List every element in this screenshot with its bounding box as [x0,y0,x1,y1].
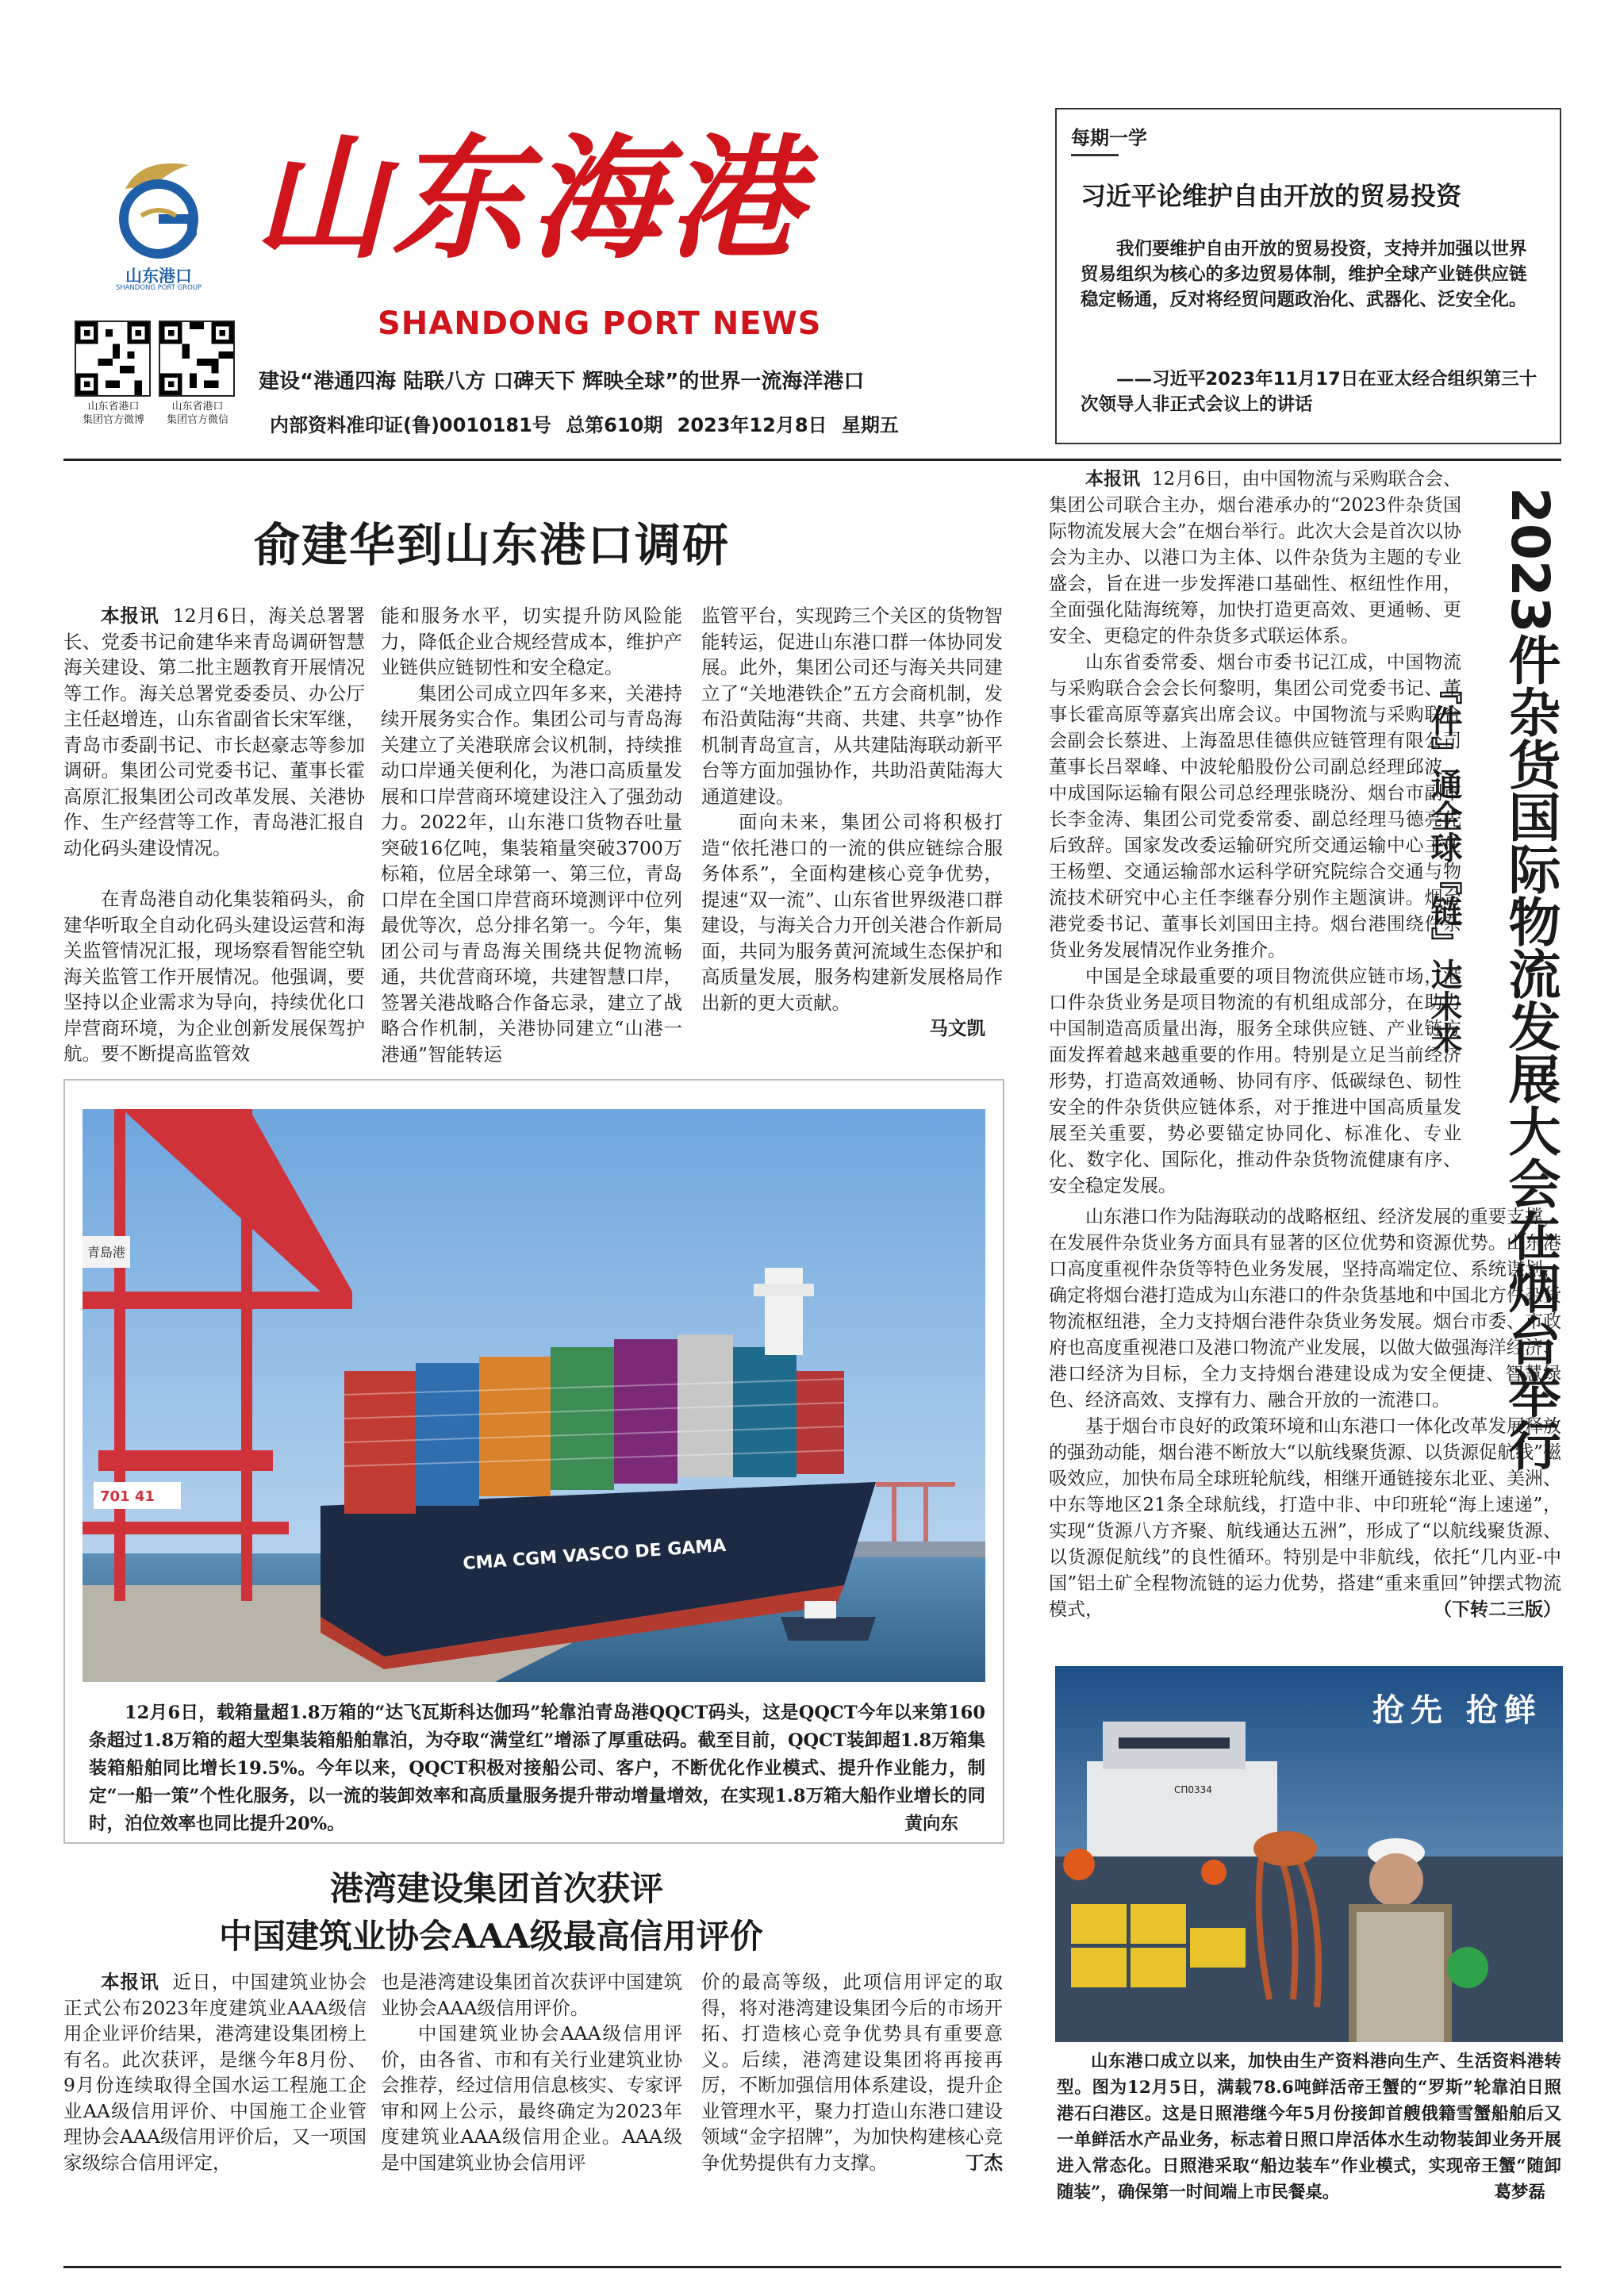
article2-paragraph: 山东港口作为陆海联动的战略枢纽、经济发展的重要支撑，在发展件杂货业务方面具有显著的区位优势和资源优势。山东港口高度重视件杂货等特色业务发展，坚持高端定位、系统谋划，确定将烟台港打造成为山东港口的件杂货基地和中国北方件杂货物流枢纽港，全力支持烟台港件杂货业务发展。烟台市委、市政府也高度重视港口及港口物流产业发展，以做大做强海洋经济、港口经济为目标，全力支持烟台港建设成为安全便捷、智慧绿色、经济高效、支撑有力、融合开放的一流港口。 [1049,1207,1561,1411]
shandong-port-logo [109,157,208,292]
article2-paragraph: 基于烟台市良好的政策环境和山东港口一体化改革发展释放的强劲动能，烟台港不断放大“以航线聚货源、以货源促航线”磁吸效应，加快布局全球班轮航线，相继开通链接东北亚、美洲、中东等地区21条全球航线，打造中非、中印班轮“海上速递”，实现“货源八方齐聚、航线通达五洲”，形成了“以航线聚货源、以货源促航线”的良性循环。特别是中非航线，依托“几内亚-中国”铝土矿全程物流链的运力优势，搭建“重来重回”钟摆式物流模式， （下转二三版） [1049,1414,1561,1623]
quote-source: ——习近平2023年11月17日在亚太经合组织第三十次领导人非正式会议上的讲话 [1081,369,1537,415]
article3-paragraph: 价的最高等级，此项信用评定的取得，将对港湾建设集团今后的市场开拓、打造核心竞争优势具有重要意义。后续，港湾建设集团将再接再厉，不断加强信用体系建设，提升企业管理水平，聚力打造山东港口建设领域“金字招牌”，为加快构建核心竞争优势提供有力支撑。 丁杰 [701,1969,1003,2175]
article1-paragraph: 监管平台，实现跨三个关区的货物智能转运，促进山东港口群一体协同发展。此外，集团公司还与海关共同建立了“关地港铁企”五方会商机制，发布沿黄陆海“共商、共建、共享”协作机制青岛宣言，从共建陆海联动新平台等方面加强协作，共助沿黄陆海大通道建设。 [701,605,1003,808]
photo2-title: 抢先 抢鲜 [1372,1692,1542,1729]
article3-lead: 本报讯 [101,1971,159,1993]
article2-paragraph: 山东省委常委、烟台市委书记江成，中国物流与采购联合会会长何黎明，集团公司党委书记、董事长霍高原等嘉宾出席会议。中国物流与采购联合会副会长蔡进、上海盈思佳德供应链管理有限公司董事长吕翠峰、中波轮船股份公司副总经理邱波、中成国际运输有限公司总经理张晓汾、烟台市副市长李金涛、集团公司党委常委、副总经理马德亮先后致辞。国家发改委运输研究所交通运输中心主任王杨塑、交通运输部水运科学研究院综合交通与物流技术研究中心主任李继春分别作主题演讲。烟台港党委书记、董事长刘国田主持。烟台港围绕件杂货业务发展情况作业务推介。 [1049,652,1461,961]
article2-paragraph: 本报讯 12月6日，由中国物流与采购联合会、集团公司联合主办，烟台港承办的“2023件杂货国际物流发展大会”在烟台举行。此次大会是首次以协会为主办、以港口为主体、以件杂货为主题的专业盛会，旨在进一步发挥港口基础性、枢纽性作用，全面强化陆海统筹，加快打造更高效、更通畅、更安全、更稳定的件杂货多式联运体系。 [1049,469,1462,647]
ship-name-label: CMA CGM VASCO DE GAMA [462,1535,727,1574]
article3-headline-line1: 港湾建设集团首次获评 [330,1869,664,1908]
photo1-caption: 12月6日，载箱量超1.8万箱的“达飞瓦斯科达伽玛”轮靠泊青岛港QQCT码头，这是QQCT今年以来第160条超过1.8万箱的超大型集装箱船舶靠泊，为夺取“满堂红”增添了厚重砝码。截至目前，QQCT装卸超1.8万箱集装箱船舶同比增长19.5%。今年以来，QQCT积极对接船公司、客户，不断优化作业模式、提升作业能力，制定“一船一策”个性化服务，以一流的装卸效率和高质量服务提升带动增量增效，在实现1.8万箱大船作业增长的同时，泊位效率也同比提升20%。 黄向东 [89,1699,985,1838]
quote-title: 习近平论维护自由开放的贸易投资 [1081,181,1462,211]
photo2-byline: 葛梦磊 [1494,2183,1545,2202]
article3-headline-line2: 中国建筑业协会AAA级最高信用评价 [219,1917,763,1956]
article1-paragraph: 面向未来，集团公司将积极打造“依托港口的一流的供应链综合服务体系”，全面构建核心竞争优势，提速“双一流”、山东省世界级港口群建设，与海关合力开创关港合作新局面，共同为服务黄河流域生态保护和高质量发展，服务构建新发展格局作出新的更大贡献。 [701,811,1003,1014]
quote-box [1055,108,1561,444]
article3-paragraph: 中国建筑业协会AAA级信用评价，由各省、市和有关行业建筑业协会推荐，经过信用信息核实、专家评审和网上公示，最终确定为2023年度建筑业AAA级信用企业。AAA级是中国建筑业协会信用评 [381,2022,682,2174]
article1-headline: 俞建华到山东港口调研 [254,518,731,572]
photo2-caption: 山东港口成立以来，加快由生产资料港向生产、生活资料港转型。图为12月5日，满载78.6吨鲜活帝王蟹的“罗斯”轮靠泊日照港石臼港区。这是日照港继今年5月份接卸首艘俄籍雪蟹船舶后又一单鲜活水产品业务，标志着日照口岸活体水生动物装卸业务开展进入常态化。日照港采取“船边装车”作业模式，实现帝王蟹“随卸随装”，确保第一时间端上市民餐桌。 葛梦磊 [1057,2048,1561,2206]
article2-paragraph: 中国是全球最重要的项目物流供应链市场，港口件杂货业务是项目物流的有机组成部分，在助力中国制造高质量出海，服务全球供应链、产业链方面发挥着越来越重要的作用。特别是立足当前经济形势，打造高效通畅、协同有序、低碳绿色、韧性安全的件杂货供应链体系，对于推进中国高质量发展至关重要，势必要锚定协同化、标准化、专业化、数字化、国际化，推动件杂货物流健康有序、安全稳定发展。 [1049,966,1461,1196]
article1-byline: 马文凯 [929,1017,985,1039]
article1-paragraph: 本报讯 12月6日，海关总署署长、党委书记俞建华来青岛调研智慧海关建设、第二批主题教育开展情况等工作。海关总署党委委员、办公厅主任赵增连，山东省副省长宋军继，青岛市委副书记、市长赵豪志等参加调研。集团公司党委书记、董事长霍高原汇报集团公司改革发展、关港协作、生产经营等工作，青岛港汇报自动化码头建设情况。 [63,605,365,859]
article2-column-lower [1049,1204,1561,1623]
quote-kicker: 每期一学 [1071,127,1147,149]
article1-column-2 [381,603,682,1067]
crane-number-label: 701 41 [100,1488,155,1505]
logo-text: 山东港口 [125,267,192,286]
article3-column-2 [381,1969,682,2175]
g-emblem-icon [109,157,208,260]
article1-lead: 本报讯 [101,605,159,627]
article2-lead: 本报讯 [1085,469,1141,490]
article1-paragraph: 能和服务水平，切实提升防风险能力，降低企业合规经营成本，维护产业链供应链韧性和安全稳定。 [381,605,682,678]
article1-paragraph: 集团公司成立四年多来，关港持续开展务实合作。集团公司与青岛海关建立了关港联席会议机制，持续推动口岸通关便利化，为港口高质量发展和口岸营商环境建设注入了强劲动力。2022年，山东港口货物吞吐量突破16亿吨，集装箱量突破3700万标箱，位居全球第一、第三位，青岛口岸在全国口岸营商环境测评中位列最优等次，总分排名第一。今年，集团公司与青岛海关围绕共促物流畅通，共优营商环境，共建智慧口岸，签署关港战略合作备忘录，建立了战略合作机制，关港协同建立“山港一港通”智能转运 [381,682,682,1065]
vessel-label: СП0334 [1174,1784,1212,1795]
footer-divider [63,2266,1561,2268]
weibo-qr-label: 山东省港口 集团官方微博 [82,401,144,426]
article2-headline: 2023件杂货国际物流发展大会在烟台举行 [1499,487,1560,1471]
article1-column-3 [701,603,1003,1042]
container-ship-photo [83,1109,985,1682]
masthead-title: 山东海港 [254,120,806,277]
photo1-byline: 黄向东 [904,1814,958,1834]
article3-column-1 [63,1969,367,2175]
article2-subheadline: 『件』通全球『链』达未来 [1426,673,1462,1054]
issue-info: 内部资料准印证(鲁)0010181号 总第610期 2023年12月8日 星期五 [270,414,899,436]
quote-body: 我们要维护自由开放的贸易投资，支持并加强以世界贸易组织为核心的多边贸易体制，维护全球产业链供应链稳定畅通，反对将经贸问题政治化、武器化、泛安全化。 [1081,239,1527,310]
king-crab-photo [1055,1666,1563,2042]
slogan: 建设“港通四海 陆联八方 口碑天下 辉映全球”的世界一流海洋港口 [259,370,865,394]
logo-subtext: SHANDONG PORT GROUP [115,284,202,292]
crane-sign-label: 青島港 [87,1245,126,1260]
masthead-english-title: SHANDONG PORT NEWS [378,305,822,342]
wechat-qr-label: 山东省港口 集团官方微信 [166,401,228,426]
article3-byline: 丁杰 [965,2151,1003,2174]
article3-paragraph: 也是港湾建设集团首次获评中国建筑业协会AAA级信用评价。 [381,1971,682,2019]
article1-column-1 [63,603,365,1067]
article3-column-3 [701,1969,1003,2175]
article1-paragraph: 在青岛港自动化集装箱码头，俞建华听取全自动化码头建设运营和海关监管情况汇报，现场察看智能空轨海关监管工作开展情况。他强调，要坚持以企业需求为导向，持续优化口岸营商环境，为企业创新发展保驾护航。要不断提高监管效 [63,888,365,1065]
quote-kicker-rule [1071,154,1119,156]
article2-column-upper [1049,466,1461,1200]
weibo-qr-code [75,321,151,397]
container-ship-illustration [83,1109,985,1682]
article3-paragraph: 本报讯 近日，中国建筑业协会正式公布2023年度建筑业AAA级信用企业评价结果，港湾建设集团榜上有名。此次获评，是继今年8月份、9月份连续取得全国水运工程施工企业AA级信用评价、中国施工企业管理协会AAA级信用评价后，又一项国家级综合信用评定， [63,1971,367,2174]
masthead-divider [63,459,1561,461]
wechat-qr-code [159,321,235,397]
continued-note: （下转二三版） [1434,1599,1561,1620]
